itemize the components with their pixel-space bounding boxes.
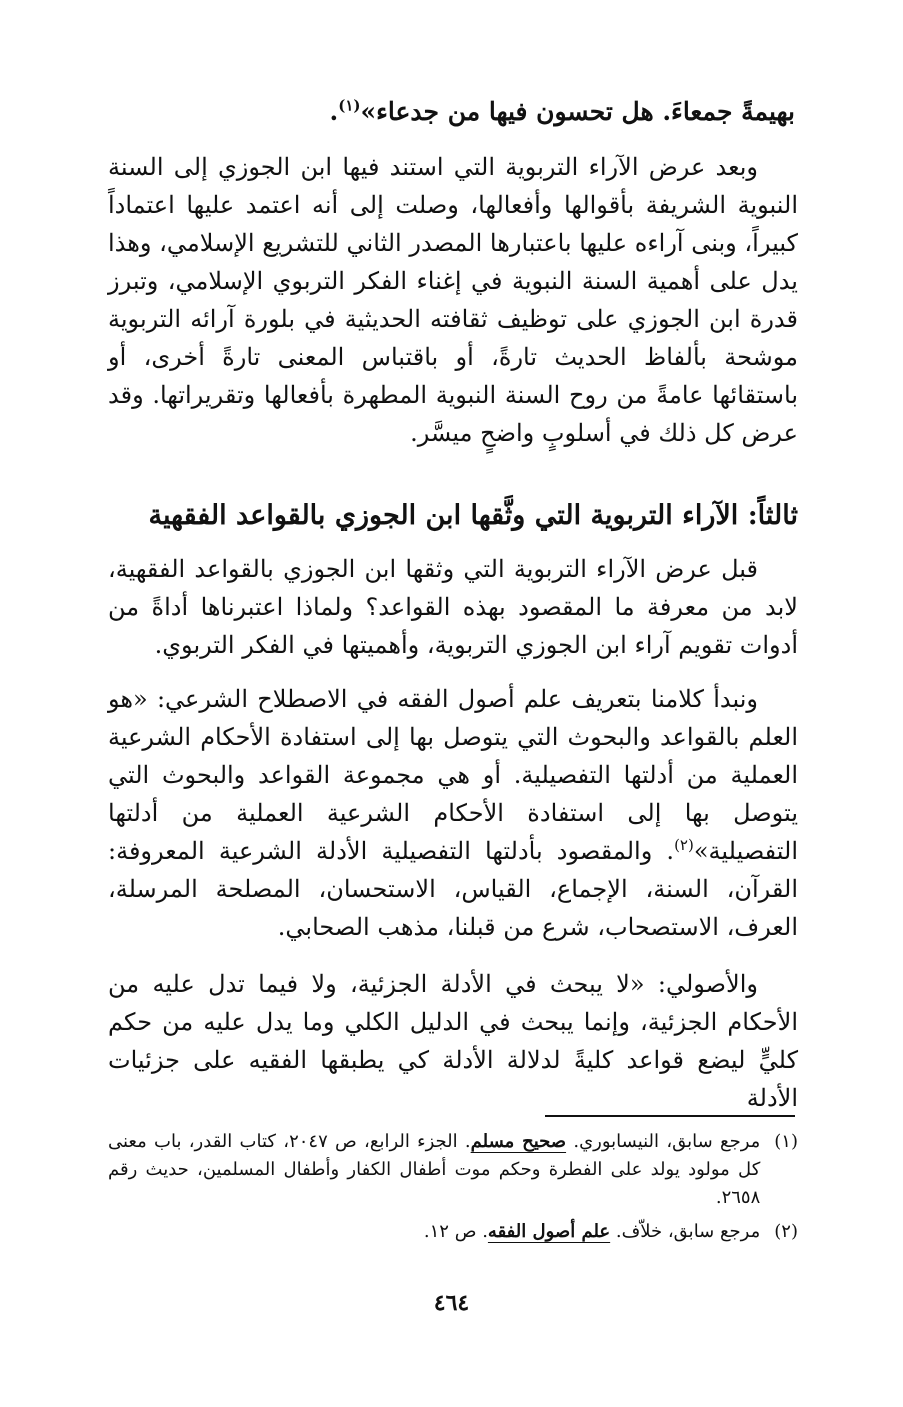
footnote-source: مرجع سابق، النيسابوري. [573,1131,761,1152]
footnote-divider [545,1115,795,1117]
paragraph-sunnah-summary: وبعد عرض الآراء التربوية التي استند فيها ابن الجوزي إلى السنة النبوية الشريفة بأقوالها وأفعالها، وصلت إلى أنه اعتمد عليها اعتماداً كبيراً، وبنى آراءه عليها باعتبارها المصدر الثاني للتشريع الإسلامي، وهذا يدل على أهمية السنة النبوية في إغناء الفكر التربوي الإسلامي، وتبرز قدرة ابن الجوزي على توظيف ثقافته الحديثية في بلورة آرائه التربوية موشحة بألفاظ الحديث تارةً، أو باقتباس المعنى تارةً أخرى، أو باستقائها عامةً من روح السنة النبوية المطهرة بأفعالها وتقريراتها. وقد عرض كل ذلك في أسلوبٍ واضحٍ ميسَّر. [108,153,798,447]
continued-quote-line [330,92,796,132]
footnote-2 [108,1218,798,1246]
footnote-details: . الجزء الرابع، ص ٢٠٤٧، كتاب القدر، باب معنى كل مولود يولد على الفطرة وحكم موت أطفال الكفار وأطفال المسلمين، حديث رقم ٢٦٥٨. [108,1131,761,1208]
footnote-ref-1[interactable]: (١) [338,96,361,115]
footnote-details: . ص ١٢. [423,1221,488,1242]
section-heading-third: ثالثاً: الآراء التربوية التي وثَّقها ابن الجوزي بالقواعد الفقهية [148,500,798,531]
footnote-source: مرجع سابق، خلاّف. [615,1221,761,1242]
footnote-number: (١) [774,1131,798,1152]
footnote-ref-2[interactable]: (٢) [674,836,694,854]
quote-end: . [329,97,339,126]
usul-evidence-list: . والمقصود بأدلتها التفصيلية الأدلة الشرعية المعروفة: القرآن، السنة، الإجماع، القياس، الاستحسان، المصلحة المرسلة، العرف، الاستصحاب، شرع من قبلنا، مذهب الصحابي. [108,837,798,941]
page-number: ٤٦٤ [433,1290,470,1316]
quote-text: بهيمةً جمعاءَ. هل تحسون فيها من جدعاء» [360,97,795,126]
footnote-text [108,1128,760,1212]
footnote-book-title: صحيح مسلم [470,1131,567,1152]
footnotes [108,1128,798,1252]
paragraph-fiqh-intro: قبل عرض الآراء التربوية التي وثقها ابن الجوزي بالقواعد الفقهية، لابد من معرفة ما المقصود بهذه القواعد؟ ولماذا اعتبرناها أداةً من أدوات تقويم آراء ابن الجوزي التربوية، وأهميتها في الفكر التربوي. [108,555,798,659]
footnote-book-title: علم أصول الفقه [487,1221,611,1242]
paragraph-usuli-scholar: والأصولي: «لا يبحث في الأدلة الجزئية، ولا فيما تدل عليه من الأحكام الجزئية، وإنما يبحث في الدليل الكلي وما يدل عليه من حكم كليٍّ ليضع قواعد كليةً لدلالة الأدلة كي يطبقها الفقيه على جزئيات الأدلة [108,970,798,1112]
footnote-text [108,1218,760,1246]
paragraph-usul-definition [108,680,798,950]
usul-definition-text: ونبدأ كلامنا بتعريف علم أصول الفقه في الاصطلاح الشرعي: «هو العلم بالقواعد والبحوث التي يتوصل بها إلى استفادة الأحكام الشرعية العملية من أدلتها التفصيلية. أو هي مجموعة القواعد والبحوث التي يتوصل بها إلى استفادة الأحكام الشرعية العملية من أدلتها التفصيلية» [108,685,798,865]
footnote-number: (٢) [774,1221,798,1242]
footnote-1 [108,1128,798,1212]
